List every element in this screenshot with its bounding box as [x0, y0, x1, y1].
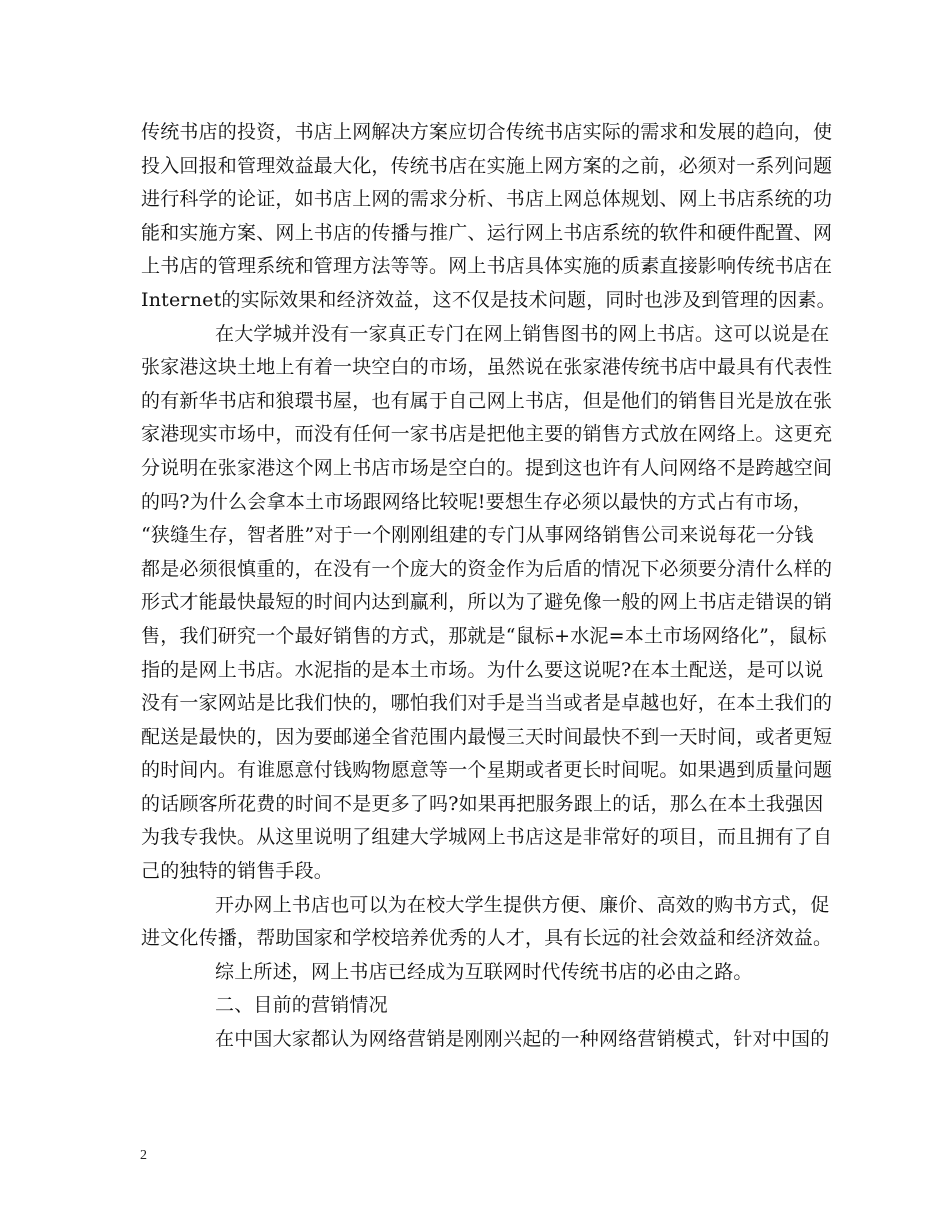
text-line: 配送是最快的，因为要邮递全省范围内最慢三天时间最快不到一天时间，或者更短 — [141, 725, 833, 748]
text-line: 分说明在张家港这个网上书店市场是空白的。提到这也许有人问网络不是跨越空间 — [141, 456, 833, 479]
text-line: 传统书店的投资，书店上网解决方案应切合传统书店实际的需求和发展的趋向，使 — [141, 121, 833, 143]
text-line: 家港现实市场中，而没有任何一家书店是把他主要的销售方式放在网络上。这更充 — [141, 423, 833, 446]
section-heading: 二、目前的营销情况 — [215, 994, 388, 1017]
text-line: 己的独特的销售手段。 — [141, 860, 334, 883]
text-line: 开办网上书店也可以为在校大学生提供方便、廉价、高效的购书方式，促 — [215, 893, 830, 916]
text-line: 上书店的管理系统和管理方法等等。网上书店具体实施的质素直接影响传统书店在 — [141, 255, 833, 278]
text-line: 能和实施方案、网上书店的传播与推广、运行网上书店系统的软件和硬件配置、网 — [141, 221, 833, 244]
text-line: 都是必须很慎重的，在没有一个庞大的资金作为后盾的情况下必须要分清什么样的 — [141, 557, 833, 580]
text-line: 在中国大家都认为网络营销是刚刚兴起的一种网络营销模式，针对中国的 — [215, 1028, 830, 1051]
text-line: 的有新华书店和狼環书屋，也有属于自己网上书店，但是他们的销售目光是放在张 — [141, 389, 833, 412]
text-line: Internet的实际效果和经济效益，这不仅是技术问题，同时也涉及到管理的因素。 — [141, 288, 836, 311]
text-line: 形式才能最快最短的时间内达到赢利，所以为了避免像一般的网上书店走错误的销 — [141, 591, 833, 614]
text-line: 没有一家网站是比我们快的，哪怕我们对手是当当或者是卓越也好，在本土我们的 — [141, 692, 833, 715]
text-line: 进行科学的论证，如书店上网的需求分析、书店上网总体规划、网上书店系统的功 — [141, 188, 833, 211]
text-line: 的时间内。有谁愿意付钱购物愿意等一个星期或者更长时间呢。如果遇到质量问题 — [141, 759, 833, 782]
text-line: 张家港这块土地上有着一块空白的市场，虽然说在张家港传统书店中最具有代表性 — [141, 356, 833, 379]
text-line: 指的是网上书店。水泥指的是本土市场。为什么要这说呢?在本土配送，是可以说 — [141, 658, 824, 681]
text-line: 的吗?为什么会拿本土市场跟网络比较呢!要想生存必须以最快的方式占有市场， — [141, 490, 813, 513]
text-line: 售，我们研究一个最好销售的方式，那就是“鼠标+水泥=本土市场网络化”，鼠标 — [141, 624, 827, 647]
text-line: 为我专我快。从这里说明了组建大学城网上书店这是非常好的项目，而且拥有了自 — [141, 826, 833, 849]
page-number: 2 — [140, 1148, 147, 1163]
text-line: 的话顾客所花费的时间不是更多了吗?如果再把服务跟上的话，那么在本土我强因 — [141, 792, 824, 815]
text-line: 综上所述，网上书店已经成为互联网时代传统书店的必由之路。 — [215, 960, 753, 983]
text-line: 进文化传播，帮助国家和学校培养优秀的人才，具有长远的社会效益和经济效益。 — [141, 927, 833, 950]
text-line: 投入回报和管理效益最大化，传统书店在实施上网方案的之前，必须对一系列问题 — [141, 154, 833, 177]
text-line: “狭缝生存，智者胜”对于一个刚刚组建的专门从事网络销售公司来说每花一分钱 — [141, 524, 814, 547]
text-line: 在大学城并没有一家真正专门在网上销售图书的网上书店。这可以说是在 — [215, 322, 830, 345]
body-text — [141, 116, 836, 1057]
